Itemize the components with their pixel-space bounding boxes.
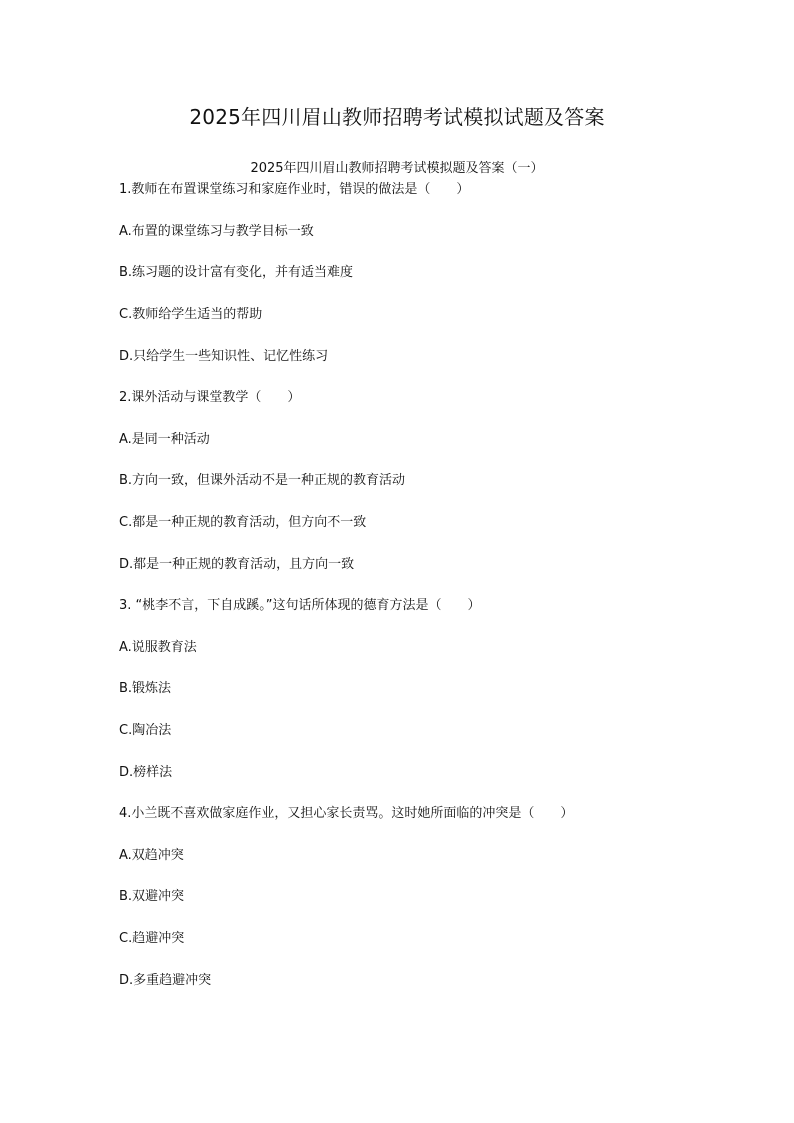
question-4-option-b: B.双避冲突 (119, 889, 185, 904)
question-4-option-d: D.多重趋避冲突 (119, 973, 212, 988)
question-2-option-d: D.都是一种正规的教育活动，且方向一致 (119, 557, 355, 572)
question-3-option-d: D.榜样法 (119, 765, 173, 780)
question-1-option-d: D.只给学生一些知识性、记忆性练习 (119, 349, 329, 364)
question-1-stem: 1.教师在布置课堂练习和家庭作业时，错误的做法是（ ） (119, 182, 470, 197)
question-2-option-b: B.方向一致，但课外活动不是一种正规的教育活动 (119, 473, 406, 488)
question-2-stem: 2.课外活动与课堂教学（ ） (119, 390, 301, 405)
question-2-option-c: C.都是一种正规的教育活动，但方向不一致 (119, 515, 367, 530)
question-2-option-a: A.是同一种活动 (119, 432, 210, 447)
question-3-stem: 3. “桃李不言，下自成蹊。”这句话所体现的德育方法是（ ） (119, 598, 481, 613)
question-1-option-a: A.布置的课堂练习与教学目标一致 (119, 224, 314, 239)
question-4-stem: 4.小兰既不喜欢做家庭作业，又担心家长责骂。这时她所面临的冲突是（ ） (119, 806, 574, 821)
document-title: 2025年四川眉山教师招聘考试模拟试题及答案 (189, 105, 605, 129)
question-1-option-b: B.练习题的设计富有变化，并有适当难度 (119, 265, 354, 280)
question-4-option-c: C.趋避冲突 (119, 931, 185, 946)
question-1-option-c: C.教师给学生适当的帮助 (119, 307, 263, 322)
question-3-option-b: B.锻炼法 (119, 681, 172, 696)
question-3-option-a: A.说服教育法 (119, 640, 197, 655)
question-4-option-a: A.双趋冲突 (119, 848, 184, 863)
question-3-option-c: C.陶冶法 (119, 723, 172, 738)
document-subtitle: 2025年四川眉山教师招聘考试模拟题及答案（一） (250, 161, 544, 176)
